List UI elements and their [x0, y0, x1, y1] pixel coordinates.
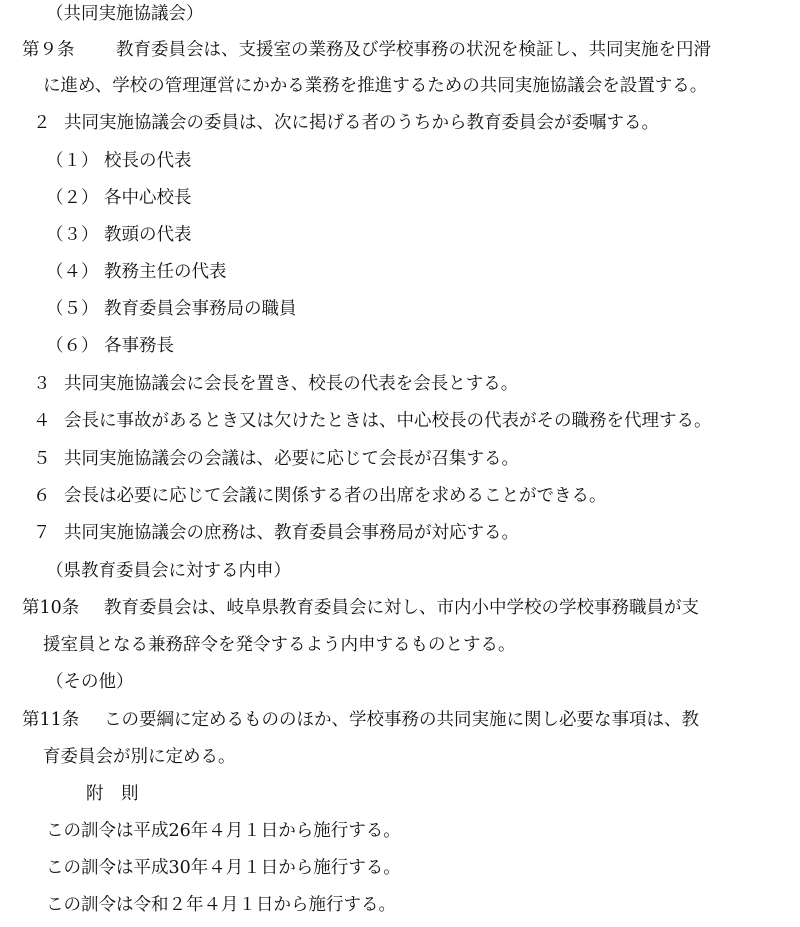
list-item	[0, 260, 800, 284]
supplementary-provisions-title: 附 則	[86, 784, 139, 804]
paragraph-number: ３	[33, 374, 51, 394]
paragraph-2	[0, 111, 800, 135]
paragraph-text: 共同実施協議会の庶務は、教育委員会事務局が対応する。	[64, 523, 519, 543]
article-11-number: 第11条	[22, 710, 80, 730]
paragraph-number: ５	[33, 449, 51, 469]
caption-article-10: （県教育委員会に対する内申）	[46, 561, 291, 581]
list-item-text: 教育委員会事務局の職員	[104, 299, 297, 319]
list-item	[0, 334, 800, 358]
article-10-line-1	[0, 596, 800, 620]
paragraph-number: ７	[33, 523, 51, 543]
paragraph-4	[0, 409, 800, 433]
paragraph-text: 共同実施協議会の会議は、必要に応じて会長が召集する。	[64, 449, 519, 469]
paragraph-number: ４	[33, 411, 51, 431]
article-9-text-1: 教育委員会は、支援室の業務及び学校事務の状況を検証し、共同実施を円滑	[116, 40, 711, 60]
paragraph-2-number: ２	[33, 113, 51, 133]
paragraph-6	[0, 484, 800, 508]
caption-article-11: （その他）	[46, 672, 134, 692]
list-item-text: 教頭の代表	[104, 225, 192, 245]
paragraph-7	[0, 521, 800, 545]
supplementary-line: この訓令は令和２年４月１日から施行する。	[46, 895, 396, 915]
list-item-number: （３）	[46, 225, 99, 245]
paragraph-text: 会長は必要に応じて会議に関係する者の出席を求めることができる。	[64, 486, 607, 506]
supplementary-line: この訓令は平成26年４月１日から施行する。	[46, 821, 401, 841]
list-item-number: （２）	[46, 188, 99, 208]
article-11-text-2: 育委員会が別に定める。	[43, 747, 236, 767]
list-item-text: 校長の代表	[104, 151, 192, 171]
list-item-text: 教務主任の代表	[104, 262, 227, 282]
list-item-number: （６）	[46, 336, 99, 356]
list-item-text: 各中心校長	[104, 188, 192, 208]
caption-article-9: （共同実施協議会）	[46, 4, 204, 24]
list-item-number: （４）	[46, 262, 99, 282]
list-item	[0, 297, 800, 321]
list-item-text: 各事務長	[104, 336, 174, 356]
list-item-number: （１）	[46, 151, 99, 171]
article-11-line-1	[0, 708, 800, 732]
supplementary-line: この訓令は平成30年４月１日から施行する。	[46, 858, 401, 878]
list-item-number: （５）	[46, 299, 99, 319]
paragraph-number: ６	[33, 486, 51, 506]
article-11-text-1: この要綱に定めるもののほか、学校事務の共同実施に関し必要な事項は、教	[104, 710, 699, 730]
paragraph-text: 共同実施協議会に会長を置き、校長の代表を会長とする。	[64, 374, 519, 394]
article-9-number: 第９条	[22, 40, 75, 60]
paragraph-text: 会長に事故があるとき又は欠けたときは、中心校長の代表がその職務を代理する。	[64, 411, 712, 431]
article-10-text-1: 教育委員会は、岐阜県教育委員会に対し、市内小中学校の学校事務職員が支	[104, 598, 699, 618]
list-item	[0, 186, 800, 210]
paragraph-5	[0, 447, 800, 471]
article-9-line-1	[0, 38, 800, 62]
paragraph-2-text: 共同実施協議会の委員は、次に掲げる者のうちから教育委員会が委嘱する。	[64, 113, 659, 133]
article-9-text-2: に進め、学校の管理運営にかかる業務を推進するための共同実施協議会を設置する。	[43, 76, 708, 96]
article-10-number: 第10条	[22, 598, 80, 618]
list-item	[0, 223, 800, 247]
article-10-text-2: 援室員となる兼務辞令を発令するよう内申するものとする。	[43, 635, 516, 655]
list-item	[0, 149, 800, 173]
paragraph-3	[0, 372, 800, 396]
